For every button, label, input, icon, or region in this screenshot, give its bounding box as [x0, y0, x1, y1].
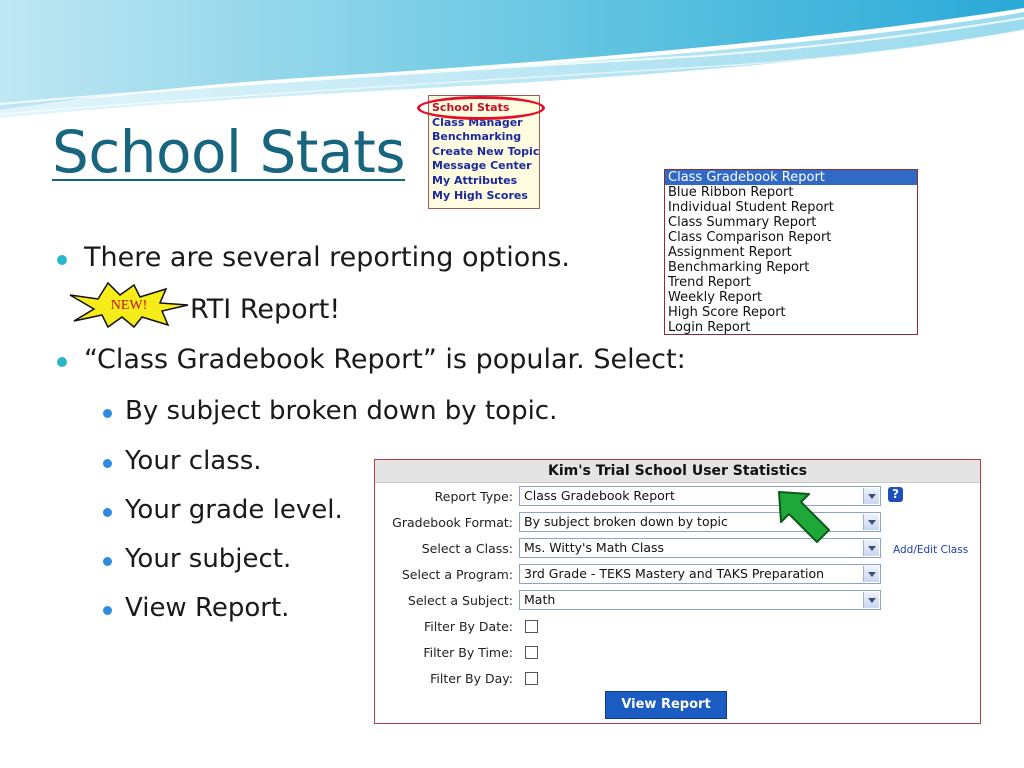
select-class-value: Ms. Witty's Math Class: [524, 540, 665, 555]
new-badge-text: NEW!: [110, 298, 148, 313]
sub-bullet-your-subject: Your subject.: [125, 544, 292, 574]
bullet-rti-report: RTI Report!: [190, 294, 341, 325]
row-filter-day: [375, 668, 980, 690]
arrow-pointer-icon: [775, 488, 833, 546]
menu-item-message-center[interactable]: Message Center: [432, 159, 532, 173]
highlight-ring: [417, 96, 545, 120]
gradebook-format-label: Gradebook Format:: [392, 515, 513, 530]
sub-bullet-by-subject: By subject broken down by topic.: [125, 396, 558, 426]
row-select-program: [375, 564, 980, 586]
filter-day-checkbox[interactable]: [525, 672, 538, 685]
filter-date-checkbox[interactable]: [525, 620, 538, 633]
row-filter-date: [375, 616, 980, 638]
report-option-class-comparison[interactable]: Class Comparison Report: [668, 230, 832, 245]
sub-bullet-your-class: Your class.: [125, 446, 262, 476]
report-type-label: Report Type:: [434, 489, 513, 504]
row-select-subject: [375, 590, 980, 612]
report-type-list[interactable]: [664, 169, 918, 335]
help-icon[interactable]: ?: [888, 487, 903, 502]
new-burst-icon: [68, 281, 190, 329]
row-select-class: [375, 538, 980, 560]
chevron-down-icon[interactable]: [863, 592, 879, 608]
slide-title: School Stats: [52, 118, 406, 186]
report-option-weekly[interactable]: Weekly Report: [668, 290, 763, 305]
report-option-login[interactable]: Login Report: [668, 320, 751, 335]
panel-title: Kim's Trial School User Statistics: [375, 460, 980, 483]
report-option-trend[interactable]: Trend Report: [668, 275, 751, 290]
select-subject-select[interactable]: [519, 590, 881, 610]
report-option-class-gradebook[interactable]: Class Gradebook Report: [665, 170, 917, 185]
chevron-down-icon[interactable]: [863, 488, 879, 504]
menu-item-school-stats[interactable]: School Stats: [432, 101, 510, 114]
bullet-class-gradebook: “Class Gradebook Report” is popular. Select:: [84, 344, 686, 375]
menu-item-my-high-scores[interactable]: My High Scores: [432, 188, 528, 202]
chevron-down-icon[interactable]: [863, 566, 879, 582]
filter-date-label: Filter By Date:: [424, 619, 513, 634]
user-statistics-panel: [374, 459, 981, 724]
report-option-blue-ribbon[interactable]: Blue Ribbon Report: [668, 185, 794, 200]
menu-item-benchmarking[interactable]: Benchmarking: [432, 130, 522, 144]
select-program-select[interactable]: [519, 564, 881, 584]
menu-item-create-new-topic[interactable]: Create New Topic: [432, 144, 540, 158]
select-program-label: Select a Program:: [401, 567, 513, 582]
menu-item-class-manager[interactable]: Class Manager: [432, 115, 523, 129]
row-filter-time: [375, 642, 980, 664]
sub-bullet-view-report: View Report.: [125, 593, 290, 623]
select-subject-label: Select a Subject:: [407, 593, 513, 608]
add-edit-class-link[interactable]: Add/Edit Class: [893, 544, 969, 556]
report-option-benchmarking[interactable]: Benchmarking Report: [668, 260, 810, 275]
select-class-label: Select a Class:: [421, 541, 513, 556]
menu-item-my-attributes[interactable]: My Attributes: [432, 173, 518, 187]
filter-time-label: Filter By Time:: [423, 645, 513, 660]
row-gradebook-format: [375, 512, 980, 534]
report-option-assignment[interactable]: Assignment Report: [668, 245, 792, 260]
bullet-reporting-options: There are several reporting options.: [84, 242, 570, 273]
report-option-individual-student[interactable]: Individual Student Report: [668, 200, 834, 215]
filter-day-label: Filter By Day:: [430, 671, 513, 686]
row-report-type: [375, 486, 980, 508]
select-subject-value: Math: [524, 592, 556, 607]
report-option-high-score[interactable]: High Score Report: [668, 305, 786, 320]
gradebook-format-value: By subject broken down by topic: [524, 514, 728, 529]
filter-time-checkbox[interactable]: [525, 646, 538, 659]
select-program-value: 3rd Grade - TEKS Mastery and TAKS Preparation: [524, 566, 825, 581]
view-report-button[interactable]: View Report: [605, 691, 727, 719]
report-type-value: Class Gradebook Report: [524, 488, 675, 503]
chevron-down-icon[interactable]: [863, 514, 879, 530]
sub-bullet-grade-level: Your grade level.: [125, 495, 343, 525]
chevron-down-icon[interactable]: [863, 540, 879, 556]
report-option-class-summary[interactable]: Class Summary Report: [668, 215, 817, 230]
